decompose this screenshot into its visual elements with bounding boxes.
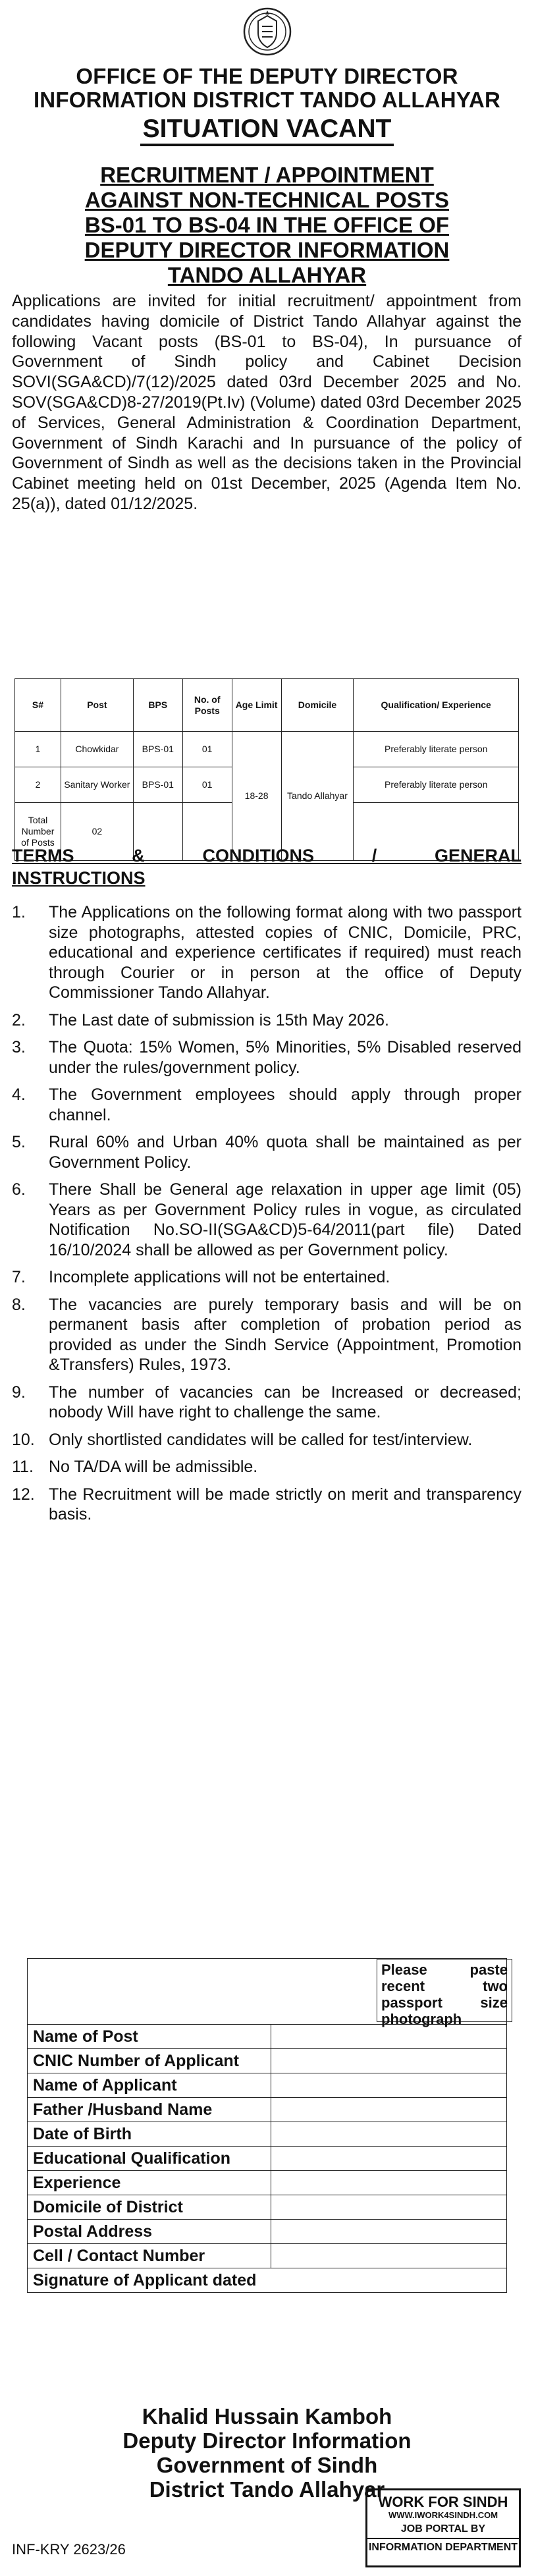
cell-domicile: Tando Allahyar <box>281 732 354 861</box>
cell-total-value: 02 <box>61 803 133 861</box>
form-value-field[interactable] <box>271 2049 507 2073</box>
application-form-table <box>27 1958 507 2293</box>
form-value-field[interactable] <box>271 2098 507 2122</box>
list-item <box>12 902 521 1003</box>
form-row <box>28 2098 507 2122</box>
cell-age-limit: 18-28 <box>232 732 281 861</box>
photo-cell <box>28 1959 507 2025</box>
item-text: Rural 60% and Urban 40% quota shall be maintained as per Government Policy. <box>49 1133 521 1172</box>
list-item <box>12 1295 521 1375</box>
form-value-field[interactable] <box>271 2073 507 2098</box>
headline-line: RECRUITMENT / APPOINTMENT <box>100 163 434 187</box>
headline-line: DEPUTY DIRECTOR INFORMATION <box>84 238 450 262</box>
list-item <box>12 1132 521 1172</box>
form-row <box>28 2171 507 2195</box>
form-row <box>28 2147 507 2171</box>
list-item <box>12 1457 521 1477</box>
portal-department: INFORMATION DEPARTMENT <box>367 2538 519 2554</box>
situation-vacant-text: SITUATION VACANT <box>140 115 394 146</box>
recruitment-headline <box>0 163 534 288</box>
form-label: Date of Birth <box>28 2122 271 2147</box>
cell-post: Sanitary Worker <box>61 767 133 803</box>
form-label: Educational Qualification <box>28 2147 271 2171</box>
item-number: 9. <box>12 1383 26 1402</box>
list-item <box>12 1085 521 1125</box>
vacant-posts-table <box>14 678 519 861</box>
item-number: 6. <box>12 1180 26 1199</box>
cell-bps: BPS-01 <box>133 767 182 803</box>
list-item <box>12 1430 521 1450</box>
column-header: No. of Posts <box>182 679 232 732</box>
item-text: The Government employees should apply through proper channel. <box>49 1085 521 1124</box>
item-number: 12. <box>12 1485 35 1504</box>
form-value-field[interactable] <box>271 2220 507 2244</box>
cell-bps: BPS-01 <box>133 732 182 767</box>
form-label: Postal Address <box>28 2220 271 2244</box>
office-title-line: INFORMATION DISTRICT TANDO ALLAHYAR <box>33 88 501 112</box>
item-text: The Last date of submission is 15th May 2026. <box>49 1010 389 1029</box>
form-value-field[interactable] <box>271 2195 507 2220</box>
photo-instruction: Please paste recent two passport size photograph <box>381 1961 508 2027</box>
form-row <box>28 2220 507 2244</box>
signatory-government: Government of Sindh <box>156 2453 378 2477</box>
list-item <box>12 1037 521 1078</box>
list-item <box>12 1010 521 1031</box>
portal-title: WORK FOR SINDH <box>378 2494 508 2510</box>
portal-line: JOB PORTAL BY <box>400 2523 486 2535</box>
cell-posts: 01 <box>182 732 232 767</box>
cell-sno: 1 <box>15 732 61 767</box>
cell-total-label: Total Number of Posts <box>15 803 61 861</box>
form-row <box>28 2268 507 2293</box>
column-header: Qualification/ Experience <box>354 679 519 732</box>
item-number: 11. <box>12 1458 34 1476</box>
headline-line: TANDO ALLAHYAR <box>167 263 367 287</box>
form-label: Name of Applicant <box>28 2073 271 2098</box>
item-text: The number of vacancies can be Increased or decreased; nobody Will have right to challenge the same. <box>49 1383 521 1421</box>
situation-vacant-heading <box>0 115 534 144</box>
job-portal-badge <box>365 2488 521 2567</box>
signature-block <box>0 2404 534 2502</box>
cell-sno: 2 <box>15 767 61 803</box>
item-number: 5. <box>12 1133 26 1151</box>
form-value-field[interactable] <box>271 2122 507 2147</box>
portal-url: WWW.IWORK4SINDH.COM <box>388 2510 498 2520</box>
column-header: Domicile <box>281 679 354 732</box>
list-item <box>12 1485 521 1525</box>
cell-posts: 01 <box>182 767 232 803</box>
form-label: Cell / Contact Number <box>28 2244 271 2268</box>
form-value-field[interactable] <box>271 2244 507 2268</box>
item-number: 2. <box>12 1010 26 1029</box>
list-item <box>12 1267 521 1288</box>
item-number: 10. <box>12 1430 35 1449</box>
office-title-line: OFFICE OF THE DEPUTY DIRECTOR <box>76 64 458 88</box>
item-text: Incomplete applications will not be entertained. <box>49 1268 390 1286</box>
form-row <box>28 2244 507 2268</box>
item-text: No TA/DA will be admissible. <box>49 1458 258 1476</box>
intro-paragraph: Applications are invited for initial recruitment/ appointment from candidates having domicile of District Tando Allahyar against the following Vacant posts (BS-01 to BS-04), In pursuance of Government of Sindh policy and Cabinet Decision SOVI(SGA&CD)/7(12)/2025 dated 03rd December 2025 and No. SOV(SGA&CD)8-27/2019(Pt.Iv) (Volume) dated 03rd December 2025 of Services, General Administration & Coordination Department, Government of Sindh Karachi and In pursuance of the policy of Government of Sindh as well as the decisions taken in the Provincial Cabinet meeting held on 01st December, 2025 (Agenda Item No. 25(a)), dated 01/12/2025. <box>12 292 521 513</box>
form-row <box>28 2195 507 2220</box>
item-text: The vacancies are purely temporary basis and will be on permanent basis after completion of probation period as provided as under the Sindh Service (Appointment, Promotion &Transfers) Rules, 1973. <box>49 1295 521 1374</box>
photo-box <box>377 1959 512 2027</box>
photo-row <box>28 1959 507 2025</box>
form-label: Domicile of District <box>28 2195 271 2220</box>
table-header-row <box>15 679 519 732</box>
cell-qualification: Preferably literate person <box>354 732 519 767</box>
terms-heading: TERMS & CONDITIONS / GENERAL <box>12 846 521 865</box>
list-item <box>12 1383 521 1423</box>
sindh-government-emblem-icon <box>242 7 292 57</box>
signature-row-label: Signature of Applicant dated <box>28 2268 507 2293</box>
column-header: Age Limit <box>232 679 281 732</box>
column-header: S# <box>15 679 61 732</box>
form-label: Experience <box>28 2171 271 2195</box>
item-text: The Quota: 15% Women, 5% Minorities, 5% Disabled reserved under the rules/government policy. <box>49 1038 521 1077</box>
cell-post: Chowkidar <box>61 732 133 767</box>
item-text: Only shortlisted candidates will be called for test/interview. <box>49 1430 473 1449</box>
item-number: 1. <box>12 903 26 921</box>
item-text: There Shall be General age relaxation in upper age limit (05) Years as per Government Policy rules in vogue, as circulated Notification No.SO-II(SGA&CD)5-64/2011(part file) Dated 16/10/2024 shall be allowed as per Government policy. <box>49 1180 521 1259</box>
table-row <box>15 732 519 767</box>
form-row <box>28 2073 507 2098</box>
terms-heading-continued: INSTRUCTIONS <box>12 868 146 888</box>
item-number: 8. <box>12 1295 26 1314</box>
column-header: BPS <box>133 679 182 732</box>
form-label: Father /Husband Name <box>28 2098 271 2122</box>
list-item <box>12 1180 521 1260</box>
signatory-district: District Tando Allahyar <box>149 2477 385 2502</box>
cell-qualification: Preferably literate person <box>354 767 519 803</box>
column-header: Post <box>61 679 133 732</box>
terms-list <box>12 902 521 1532</box>
signatory-designation: Deputy Director Information <box>122 2428 412 2453</box>
item-number: 3. <box>12 1038 26 1056</box>
headline-line: BS-01 TO BS-04 IN THE OFFICE OF <box>84 213 450 237</box>
item-text: The Applications on the following format along with two passport size photographs, attested copies of CNIC, Domicile, PRC, educational and experience certificates if required) must reach through Courier or in person at the office of Deputy Commissioner Tando Allahyar. <box>49 903 521 1002</box>
form-value-field[interactable] <box>271 2147 507 2171</box>
form-label: Name of Post <box>28 2025 271 2049</box>
item-text: The Recruitment will be made strictly on merit and transparency basis. <box>49 1485 521 1523</box>
reference-number: INF-KRY 2623/26 <box>12 2541 126 2558</box>
signatory-name: Khalid Hussain Kamboh <box>142 2404 392 2428</box>
form-row <box>28 2122 507 2147</box>
item-number: 7. <box>12 1268 26 1286</box>
office-title <box>0 65 534 112</box>
form-label: CNIC Number of Applicant <box>28 2049 271 2073</box>
headline-line: AGAINST NON-TECHNICAL POSTS <box>84 188 450 212</box>
form-row <box>28 2049 507 2073</box>
form-value-field[interactable] <box>271 2171 507 2195</box>
item-number: 4. <box>12 1085 26 1104</box>
